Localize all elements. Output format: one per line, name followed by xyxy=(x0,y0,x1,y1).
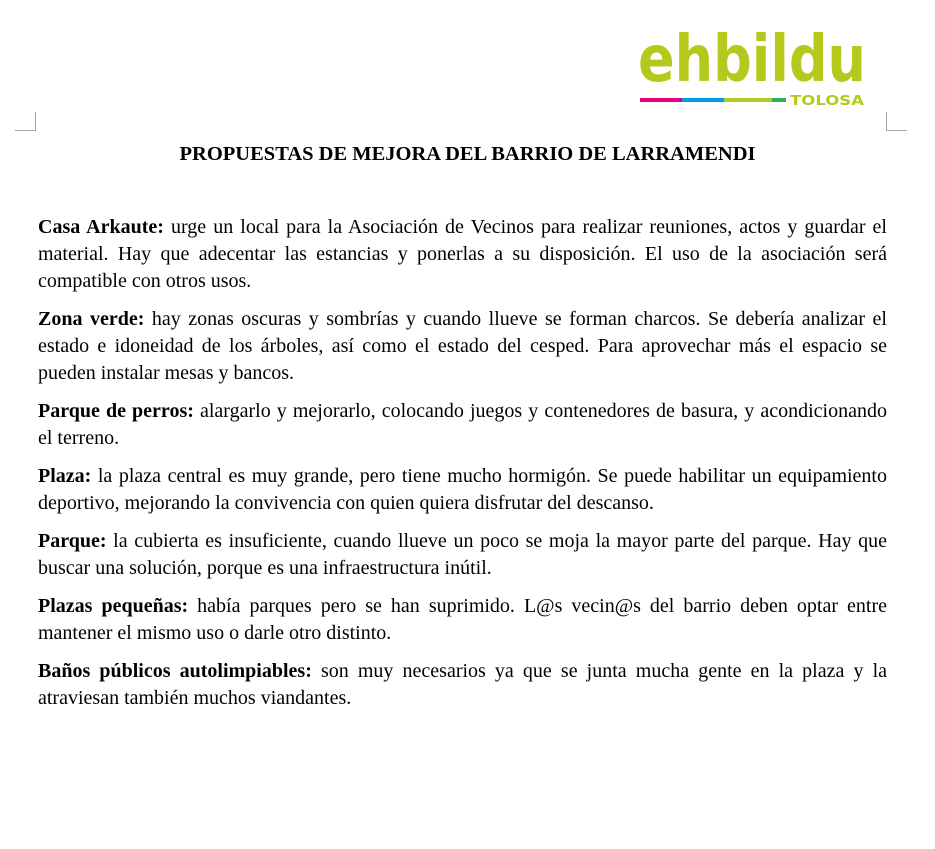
svg-text:TOLOSA: TOLOSA xyxy=(790,93,865,109)
document-body xyxy=(38,214,887,723)
paragraph-lead: Zona verde: xyxy=(38,308,145,330)
paragraph-parque-de-perros xyxy=(38,398,887,452)
paragraph-text: urge un local para la Asociación de Vecinos para realizar reuniones, actos y guardar el material. Hay que adecentar las estancias y ponerlas a su disposición. El uso de la asociación será compatible con otros usos. xyxy=(38,216,887,292)
paragraph-text: hay zonas oscuras y sombrías y cuando llueve se forman charcos. Se debería analizar el estado e idoneidad de los árboles, así como el estado del cesped. Para aprovechar más el espacio se pueden instalar mesas y bancos. xyxy=(38,308,887,384)
paragraph-text: alargarlo y mejorarlo, colocando juegos y contenedores de basura, y acondicionando el terreno. xyxy=(38,400,887,449)
paragraph-text: la cubierta es insuficiente, cuando llueve un poco se moja la mayor parte del parque. Hay que buscar una solución, porque es una infraestructura inútil. xyxy=(38,530,887,579)
paragraph-zona-verde xyxy=(38,306,887,387)
paragraph-lead: Plaza: xyxy=(38,465,92,487)
paragraph-casa-arkaute xyxy=(38,214,887,295)
ehbildu-tolosa-logo xyxy=(634,14,874,114)
paragraph-text: son muy necesarios ya que se junta mucha gente en la plaza y la atraviesan también muchos viandantes. xyxy=(38,660,888,709)
paragraph-text: la plaza central es muy grande, pero tiene mucho hormigón. Se puede habilitar un equipamiento deportivo, mejorando la convivencia con quien quiera disfrutar del descanso. xyxy=(38,465,887,514)
paragraph-lead: Parque: xyxy=(38,530,107,552)
paragraph-lead: Parque de perros: xyxy=(38,400,194,422)
document-title: PROPUESTAS DE MEJORA DEL BARRIO DE LARRAMENDI xyxy=(179,143,756,165)
paragraph-banos-publicos xyxy=(38,658,887,712)
paragraph-plazas-pequenas xyxy=(38,593,887,647)
paragraph-text: había parques pero se han suprimido. L@s vecin@s del barrio deben optar entre mantener el mismo uso o darle otro distinto. xyxy=(38,595,887,644)
margin-corner-mark-left xyxy=(15,112,36,131)
svg-text:ehbildu: ehbildu xyxy=(638,23,866,97)
paragraph-lead: Plazas pequeñas: xyxy=(38,595,189,617)
paragraph-parque xyxy=(38,528,887,582)
paragraph-plaza xyxy=(38,463,887,517)
paragraph-lead: Casa Arkaute: xyxy=(38,216,164,238)
margin-corner-mark-right xyxy=(886,112,907,131)
paragraph-lead: Baños públicos autolimpiables: xyxy=(38,660,312,682)
